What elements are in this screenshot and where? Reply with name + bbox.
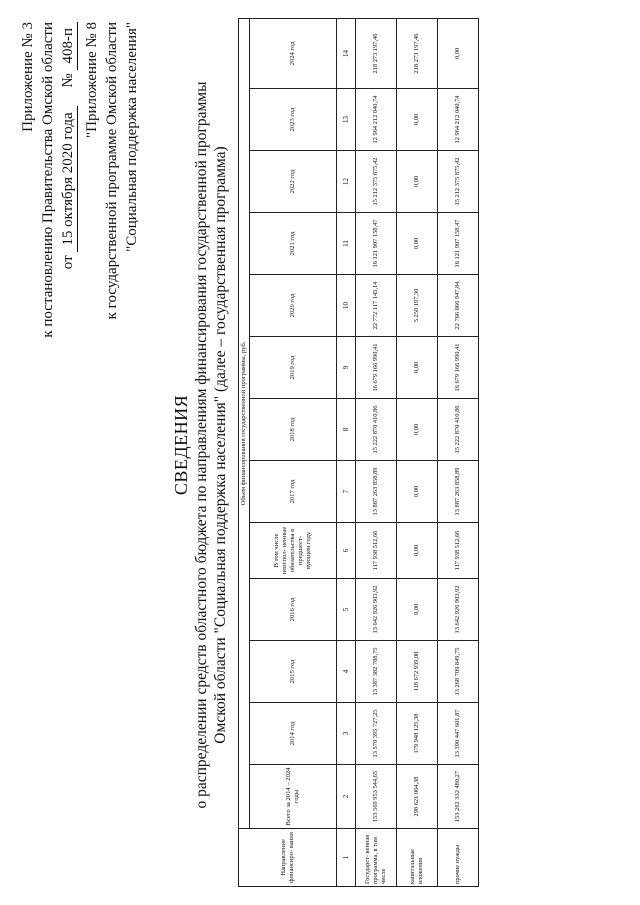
table-cell: 0,00 xyxy=(397,523,438,579)
table-cell: 0,00 xyxy=(397,399,438,461)
table-cell: 13 268 709 849,75 xyxy=(438,641,479,703)
column-number: 2 xyxy=(337,765,356,829)
table-cell: 0,00 xyxy=(397,213,438,275)
table-cell: 218 273 197,46 xyxy=(397,18,438,88)
document-title xyxy=(170,25,230,865)
row-label: прочие нужды xyxy=(438,829,479,887)
table-cell: 15 212 375 875,42 xyxy=(438,151,479,213)
appendix-8-program: "Социальная поддержка населения" xyxy=(124,22,140,252)
table-cell: 13 570 395 727,25 xyxy=(356,703,397,765)
table-cell: 218 273 197,46 xyxy=(356,18,397,88)
table-cell: 0,00 xyxy=(438,18,479,88)
header-direction: Направление финансиро- вания xyxy=(239,829,337,887)
table-cell: 0,00 xyxy=(397,461,438,523)
column-number: 7 xyxy=(337,461,356,523)
table-cell: 0,00 xyxy=(397,89,438,151)
table-cell: 15 212 375 875,42 xyxy=(356,151,397,213)
appendix-3-title: Приложение № 3 xyxy=(20,22,36,132)
appendix-8-reference: к государственной программе Омской области xyxy=(104,22,120,320)
header-2023: 2023 год xyxy=(250,89,337,151)
header-total: Всего за 2014 – 2024 годы xyxy=(250,765,337,829)
appendix-3-reference: к постановлению Правительства Омской области xyxy=(40,22,56,338)
column-number-row xyxy=(337,18,356,886)
row-label: капитальные вложения xyxy=(397,829,438,887)
table-cell: 0,00 xyxy=(397,337,438,399)
table-cell: 298 621 064,38 xyxy=(397,765,438,829)
table-row-other-needs xyxy=(438,18,479,886)
from-label: от xyxy=(60,255,76,270)
table-cell: 13 887 263 858,89 xyxy=(438,461,479,523)
table-cell: 13 387 382 788,75 xyxy=(356,641,397,703)
header-including-unfulfilled: В том числе неиспол- ненные обязательства в предшест- вующем году xyxy=(250,523,337,579)
row-label: Государст- венная программа, в том числе xyxy=(356,829,397,887)
column-number: 6 xyxy=(337,523,356,579)
table-cell: 153 262 332 480,27 xyxy=(438,765,479,829)
header-2020: 2020 год xyxy=(250,275,337,337)
column-number: 10 xyxy=(337,275,356,337)
table-cell: 16 679 166 990,41 xyxy=(438,337,479,399)
appendix-8-title: "Приложение № 8 xyxy=(84,22,100,138)
resolution-date: 15 октября 2020 года xyxy=(60,106,78,251)
table-cell: 0,00 xyxy=(397,579,438,641)
appendix-8-header xyxy=(82,22,142,442)
header-2018: 2018 год xyxy=(250,399,337,461)
table-cell: 153 569 953 544,65 xyxy=(356,765,397,829)
column-number: 1 xyxy=(337,829,356,887)
financing-table xyxy=(238,18,479,887)
table-cell: 15 222 870 410,86 xyxy=(356,399,397,461)
table-cell: 13 642 926 903,92 xyxy=(356,579,397,641)
header-2016: 2016 год xyxy=(250,579,337,641)
table-cell: 13 887 263 858,89 xyxy=(356,461,397,523)
title-line-2: Омской области "Социальная поддержка населения" (далее – государственная программа) xyxy=(212,146,229,744)
table-row-program-total xyxy=(356,18,397,886)
column-number: 11 xyxy=(337,213,356,275)
table-cell: 12 964 212 040,74 xyxy=(438,89,479,151)
column-number: 5 xyxy=(337,579,356,641)
table-cell: 22 766 866 947,84 xyxy=(438,275,479,337)
table-cell: 13 390 447 601,87 xyxy=(438,703,479,765)
header-2015: 2015 год xyxy=(250,641,337,703)
table-cell: 22 772 117 145,14 xyxy=(356,275,397,337)
table-cell: 13 642 926 903,92 xyxy=(438,579,479,641)
column-number: 4 xyxy=(337,641,356,703)
table-cell: 118 672 939,00 xyxy=(397,641,438,703)
header-2021: 2021 год xyxy=(250,213,337,275)
table-cell: 16 679 166 990,41 xyxy=(356,337,397,399)
number-label: № xyxy=(60,73,76,88)
appendix-3-header xyxy=(18,22,78,442)
title-line-1: о распределении средств областного бюджета по направлениям финансирования государственной программы xyxy=(193,81,210,809)
title-heading: СВЕДЕНИЯ xyxy=(171,394,191,496)
header-2014: 2014 год xyxy=(250,703,337,765)
column-number: 12 xyxy=(337,151,356,213)
table-cell: 16 121 907 158,47 xyxy=(438,213,479,275)
table-cell: 117 938 512,66 xyxy=(356,523,397,579)
table-cell: 117 938 512,66 xyxy=(438,523,479,579)
header-2024: 2024 год xyxy=(250,18,337,88)
column-number: 3 xyxy=(337,703,356,765)
header-2019: 2019 год xyxy=(250,337,337,399)
column-number: 14 xyxy=(337,18,356,88)
table-cell: 5 250 197,30 xyxy=(397,275,438,337)
table-cell: 0,00 xyxy=(397,151,438,213)
table-row-capital-investment xyxy=(397,18,438,886)
column-number: 8 xyxy=(337,399,356,461)
resolution-number: 408-п xyxy=(60,22,78,70)
table-cell: 12 964 212 040,74 xyxy=(356,89,397,151)
header-volume: Объем финансирования государственной программы, руб. xyxy=(239,18,250,828)
header-2017: 2017 год xyxy=(250,461,337,523)
column-number: 13 xyxy=(337,89,356,151)
table-cell: 16 121 907 158,47 xyxy=(356,213,397,275)
resolution-date-number xyxy=(58,22,78,442)
column-number: 9 xyxy=(337,337,356,399)
table-cell: 179 948 125,38 xyxy=(397,703,438,765)
table-cell: 15 222 870 410,86 xyxy=(438,399,479,461)
header-2022: 2022 год xyxy=(250,151,337,213)
